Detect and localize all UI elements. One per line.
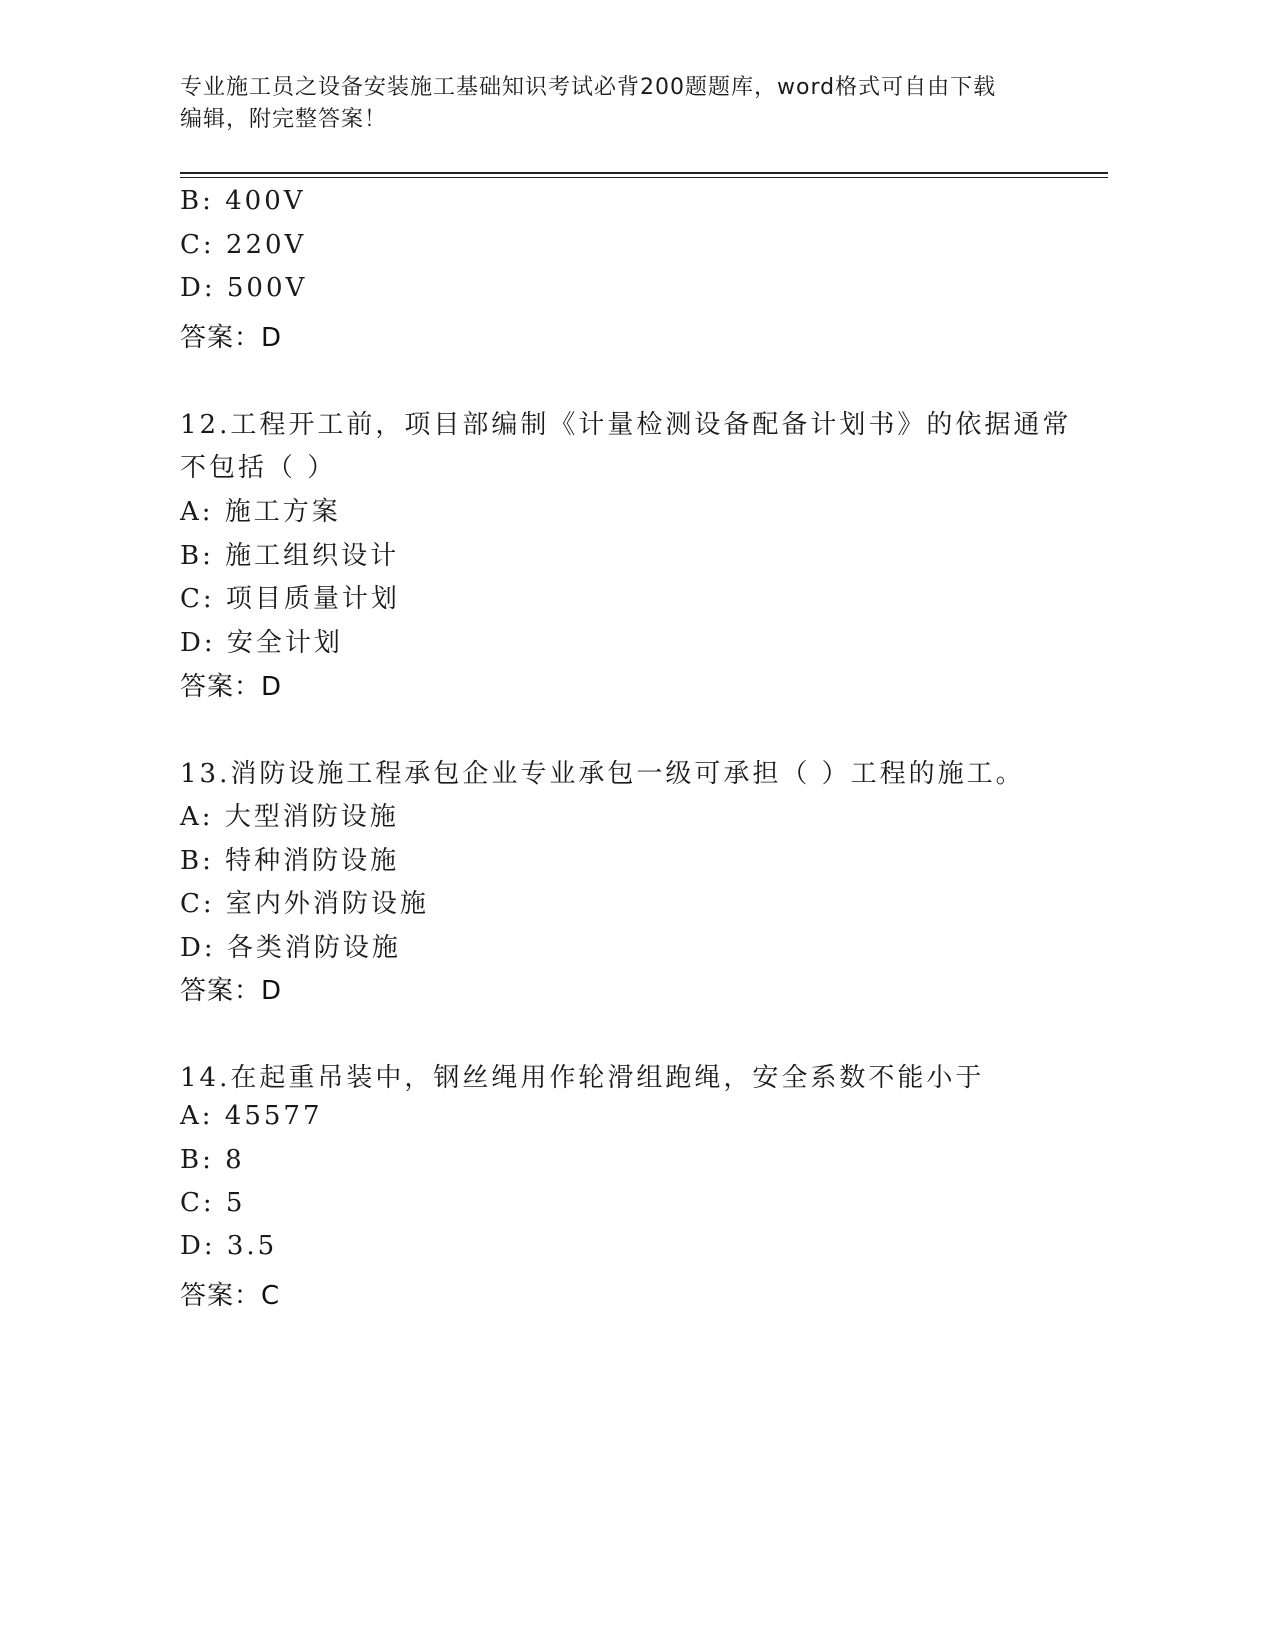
q11-option-c: C: 220V — [180, 230, 307, 260]
q12-stem-line-2: 不包括（ ） — [180, 453, 337, 483]
header-title-line-1: 专业施工员之设备安装施工基础知识考试必背200题题库，word格式可自由下载 — [180, 75, 997, 100]
q13-option-a: A: 大型消防设施 — [180, 802, 399, 832]
q12-option-c: C: 项目质量计划 — [180, 584, 400, 614]
q11-answer: 答案：D — [180, 323, 283, 353]
q13-option-c: C: 室内外消防设施 — [180, 889, 429, 919]
q14-option-b: B: 8 — [180, 1145, 245, 1175]
q11-option-d: D: 500V — [180, 273, 308, 303]
q14-stem: 14.在起重吊装中，钢丝绳用作轮滑组跑绳，安全系数不能小于 — [180, 1063, 985, 1093]
q13-stem: 13.消防设施工程承包企业专业承包一级可承担（ ）工程的施工。 — [180, 759, 1025, 789]
q13-option-b: B: 特种消防设施 — [180, 846, 400, 876]
q12-answer: 答案：D — [180, 672, 283, 702]
header-divider-thin — [180, 177, 1108, 178]
q14-option-a: A: 45577 — [180, 1101, 323, 1131]
q14-answer: 答案：C — [180, 1281, 281, 1311]
q14-option-d: D: 3.5 — [180, 1231, 278, 1261]
q13-answer: 答案：D — [180, 976, 283, 1006]
q12-stem-line-1: 12.工程开工前，项目部编制《计量检测设备配备计划书》的依据通常 — [180, 410, 1072, 440]
q11-option-b: B: 400V — [180, 186, 306, 216]
document-header — [180, 72, 1040, 136]
q13-option-d: D: 各类消防设施 — [180, 933, 401, 963]
q12-option-d: D: 安全计划 — [180, 628, 343, 658]
q12-option-b: B: 施工组织设计 — [180, 541, 400, 571]
q14-option-c: C: 5 — [180, 1188, 246, 1218]
header-divider-thick — [180, 172, 1108, 174]
header-title-line-2: 编辑，附完整答案！ — [180, 107, 388, 132]
q12-option-a: A: 施工方案 — [180, 497, 341, 527]
